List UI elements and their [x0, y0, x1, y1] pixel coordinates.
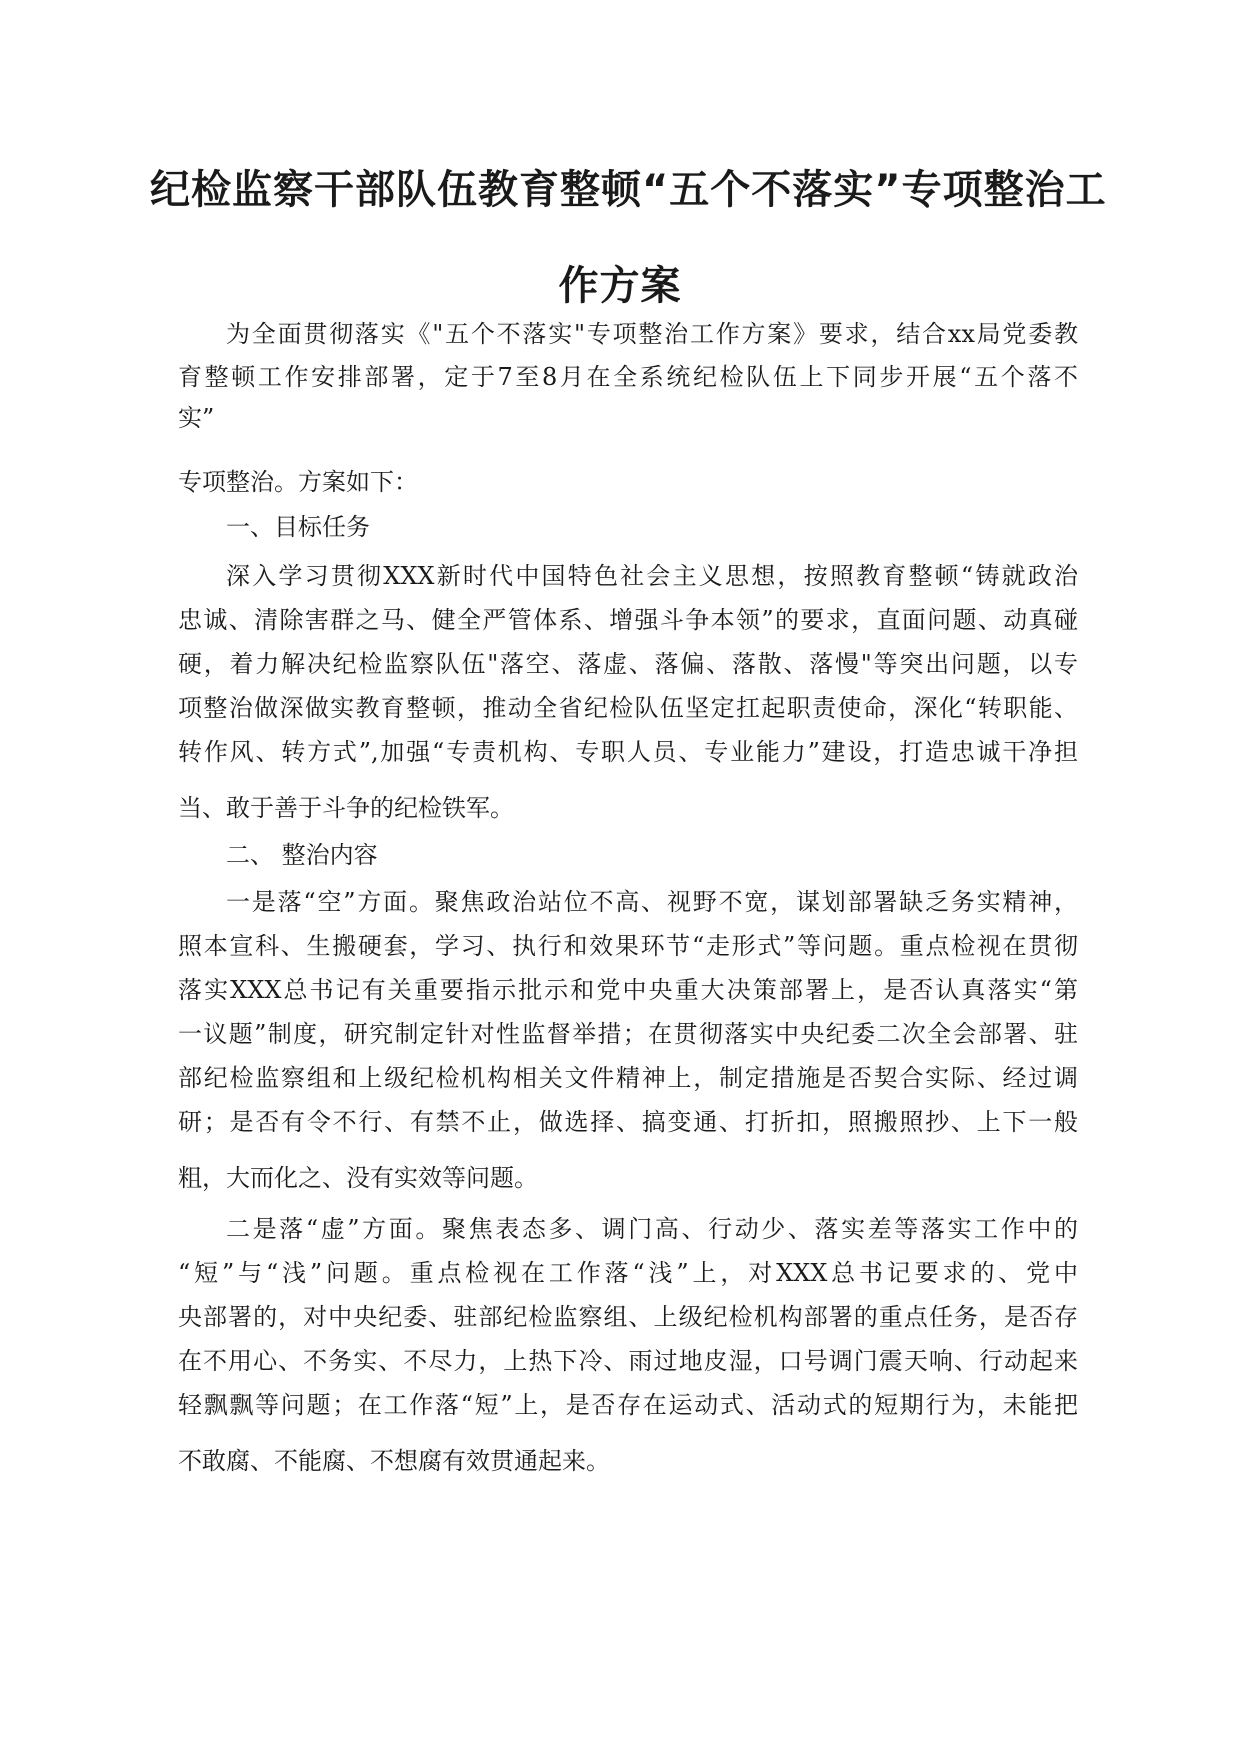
document-title-line-2: 作方案: [558, 263, 682, 309]
section-2-para-1-line-3: 落实XXX总书记有关重要指示批示和党中央重大决策部署上，是否认真落实“第: [178, 976, 1078, 1004]
section-1-line-1: 深入学习贯彻XXX新时代中国特色社会主义思想，按照教育整顿“铸就政治: [226, 562, 1078, 590]
intro-line-3: 实”: [178, 404, 215, 432]
section-2-para-1-line-2: 照本宣科、生搬硬套，学习、执行和效果环节“走形式”等问题。重点检视在贯彻: [178, 932, 1078, 960]
section-1-line-5: 转作风、转方式”,加强“专责机构、专职人员、专业能力”建设，打造忠诚干净担: [178, 738, 1078, 766]
section-2-para-1-line-7: 粗，大而化之、没有实效等问题。: [178, 1164, 538, 1192]
section-2-para-1-line-4: 一议题”制度，研究制定针对性监督举措；在贯彻落实中央纪委二次全会部署、驻: [178, 1020, 1078, 1048]
intro-line-1: 为全面贯彻落实《"五个不落实"专项整治工作方案》要求，结合xx局党委教: [226, 320, 1078, 348]
intro-line-2: 育整顿工作安排部署，定于7至8月在全系统纪检队伍上下同步开展“五个落不: [178, 363, 1078, 391]
section-1-line-4: 项整治做深做实教育整顿，推动全省纪检队伍坚定扛起职责使命，深化“转职能、: [178, 694, 1078, 722]
section-2-para-2-line-5: 轻飘飘等问题；在工作落“短”上，是否存在运动式、活动式的短期行为，未能把: [178, 1391, 1078, 1419]
section-2-para-2-line-6: 不敢腐、不能腐、不想腐有效贯通起来。: [178, 1447, 610, 1475]
section-2-para-1-line-5: 部纪检监察组和上级纪检机构相关文件精神上，制定措施是否契合实际、经过调: [178, 1064, 1078, 1092]
section-2-para-2-line-2: “短”与“浅”问题。重点检视在工作落“浅”上，对XXX总书记要求的、党中: [178, 1259, 1078, 1287]
section-2-para-2-line-1: 二是落“虚”方面。聚焦表态多、调门高、行动少、落实差等落实工作中的: [226, 1215, 1078, 1243]
section-2-para-1-line-1: 一是落“空”方面。聚焦政治站位不高、视野不宽，谋划部署缺乏务实精神，: [226, 888, 1078, 916]
section-2-para-1-line-6: 研；是否有令不行、有禁不止，做选择、搞变通、打折扣，照搬照抄、上下一般: [178, 1108, 1078, 1136]
section-1-line-6: 当、敢于善于斗争的纪检铁军。: [178, 794, 514, 822]
section-1-line-2: 忠诚、清除害群之马、健全严管体系、增强斗争本领”的要求，直面问题、动真碰: [178, 606, 1078, 634]
section-2-heading: 二、 整治内容: [226, 841, 378, 869]
section-2-para-2-line-3: 央部署的，对中央纪委、驻部纪检监察组、上级纪检机构部署的重点任务，是否存: [178, 1303, 1078, 1331]
intro-line-4: 专项整治。方案如下：: [178, 468, 418, 496]
section-1-heading: 一、目标任务: [226, 513, 370, 541]
section-2-para-2-line-4: 在不用心、不务实、不尽力，上热下冷、雨过地皮湿，口号调门震天响、行动起来: [178, 1347, 1078, 1375]
document-title-line-1: 纪检监察干部队伍教育整顿“五个不落实”专项整治工: [150, 167, 1107, 213]
section-1-line-3: 硬，着力解决纪检监察队伍"落空、落虚、落偏、落散、落慢"等突出问题，以专: [178, 650, 1078, 678]
